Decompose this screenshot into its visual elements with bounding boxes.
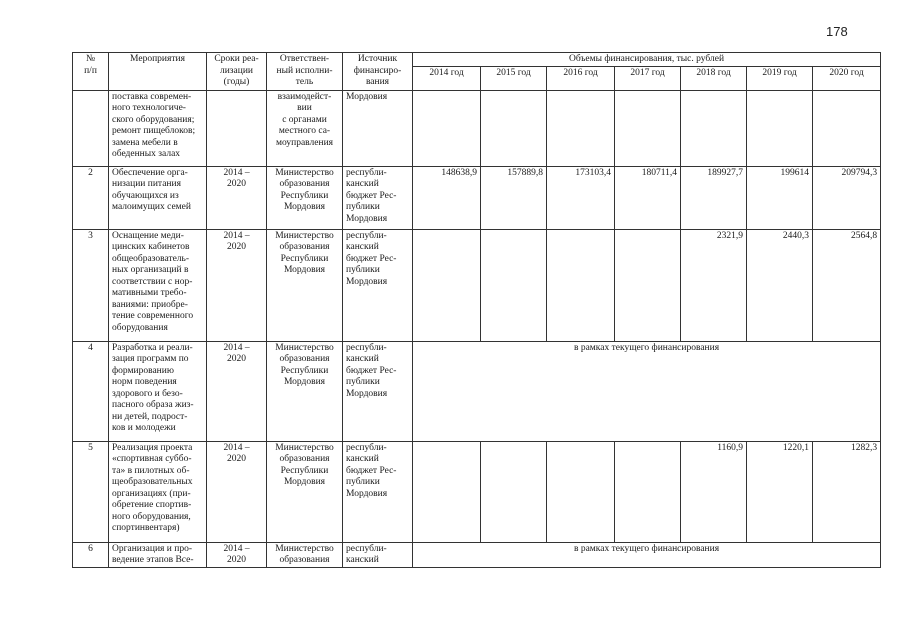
header-year: 2016 год (547, 66, 615, 90)
row-value: 1282,3 (813, 441, 881, 542)
row-value (681, 90, 747, 166)
row-term: 2014 – 2020 (207, 341, 267, 441)
row-num: 2 (73, 166, 109, 229)
row-event: Организация и про- ведение этапов Все- (109, 542, 207, 567)
row-term (207, 90, 267, 166)
row-value: 173103,4 (547, 166, 615, 229)
row-source: республи- канский (343, 542, 413, 567)
header-year: 2014 год (413, 66, 481, 90)
row-executor: Министерство образования Республики Мордовия (267, 341, 343, 441)
table-row (73, 441, 881, 542)
row-executor: Министерство образования Республики Мордовия (267, 229, 343, 341)
funding-table (72, 52, 881, 568)
row-value: 2321,9 (681, 229, 747, 341)
row-value: 1220,1 (747, 441, 813, 542)
row-value (547, 441, 615, 542)
row-value: 148638,9 (413, 166, 481, 229)
row-value: 199614 (747, 166, 813, 229)
row-executor: Министерство образования Республики Мордовия (267, 166, 343, 229)
row-source: Мордовия (343, 90, 413, 166)
header-term: Сроки реа- лизации (годы) (207, 53, 267, 91)
page-number: 178 (826, 24, 848, 39)
header-executor: Ответствен- ный исполни- тель (267, 53, 343, 91)
row-num: 3 (73, 229, 109, 341)
row-source: республи- канский бюджет Рес- публики Мордовия (343, 229, 413, 341)
row-value (481, 229, 547, 341)
row-value: 189927,7 (681, 166, 747, 229)
header-funding: Объемы финансирования, тыс. рублей (413, 53, 881, 67)
row-value: 1160,9 (681, 441, 747, 542)
row-value (547, 229, 615, 341)
row-funding-note: в рамках текущего финансирования (413, 341, 881, 441)
row-term: 2014 – 2020 (207, 441, 267, 542)
row-value: 209794,3 (813, 166, 881, 229)
header-year: 2015 год (481, 66, 547, 90)
header-year: 2017 год (615, 66, 681, 90)
row-executor: взаимодейст- вии с органами местного са- моуправления (267, 90, 343, 166)
row-value (615, 90, 681, 166)
row-num: 4 (73, 341, 109, 441)
row-term: 2014 – 2020 (207, 542, 267, 567)
row-num (73, 90, 109, 166)
table-row (73, 341, 881, 441)
row-source: республи- канский бюджет Рес- публики Мордовия (343, 341, 413, 441)
row-executor: Министерство образования (267, 542, 343, 567)
row-event: поставка современ- ного технологиче- ского оборудования; ремонт пищеблоков; замена мебели в обеденных залах (109, 90, 207, 166)
row-value (413, 229, 481, 341)
row-value: 157889,8 (481, 166, 547, 229)
header-num: № п/п (73, 53, 109, 91)
header-year: 2018 год (681, 66, 747, 90)
row-source: республи- канский бюджет Рес- публики Мордовия (343, 166, 413, 229)
table-row (73, 542, 881, 567)
row-value (615, 441, 681, 542)
row-event: Реализация проекта «спортивная суббо- та» в пилотных об- щеобразовательных организациях (при- обретение спортив- ного оборудования, спортинвентаря) (109, 441, 207, 542)
row-value (615, 229, 681, 341)
row-event: Обеспечение орга- низации питания обучающихся из малоимущих семей (109, 166, 207, 229)
row-value (481, 441, 547, 542)
row-event: Разработка и реали- зация программ по формированию норм поведения здорового и безо- пасного образа жиз- ни детей, подрост- ков и молодежи (109, 341, 207, 441)
row-term: 2014 – 2020 (207, 166, 267, 229)
row-value (413, 441, 481, 542)
table-row (73, 229, 881, 341)
row-value (547, 90, 615, 166)
row-value: 2564,8 (813, 229, 881, 341)
row-source: республи- канский бюджет Рес- публики Мордовия (343, 441, 413, 542)
table-row (73, 90, 881, 166)
row-value (747, 90, 813, 166)
table-row (73, 166, 881, 229)
header-event: Мероприятия (109, 53, 207, 91)
row-value (813, 90, 881, 166)
row-value: 180711,4 (615, 166, 681, 229)
row-value: 2440,3 (747, 229, 813, 341)
header-source: Источник финансиро- вания (343, 53, 413, 91)
row-funding-note: в рамках текущего финансирования (413, 542, 881, 567)
row-value (481, 90, 547, 166)
table-header-row (73, 53, 881, 67)
row-executor: Министерство образования Республики Мордовия (267, 441, 343, 542)
row-value (413, 90, 481, 166)
row-num: 5 (73, 441, 109, 542)
row-term: 2014 – 2020 (207, 229, 267, 341)
header-year: 2019 год (747, 66, 813, 90)
row-event: Оснащение меди- цинских кабинетов общеобразователь- ных организаций в соответствии с нор- мативными требо- ваниями: приобре- тение современного оборудования (109, 229, 207, 341)
row-num: 6 (73, 542, 109, 567)
header-year: 2020 год (813, 66, 881, 90)
